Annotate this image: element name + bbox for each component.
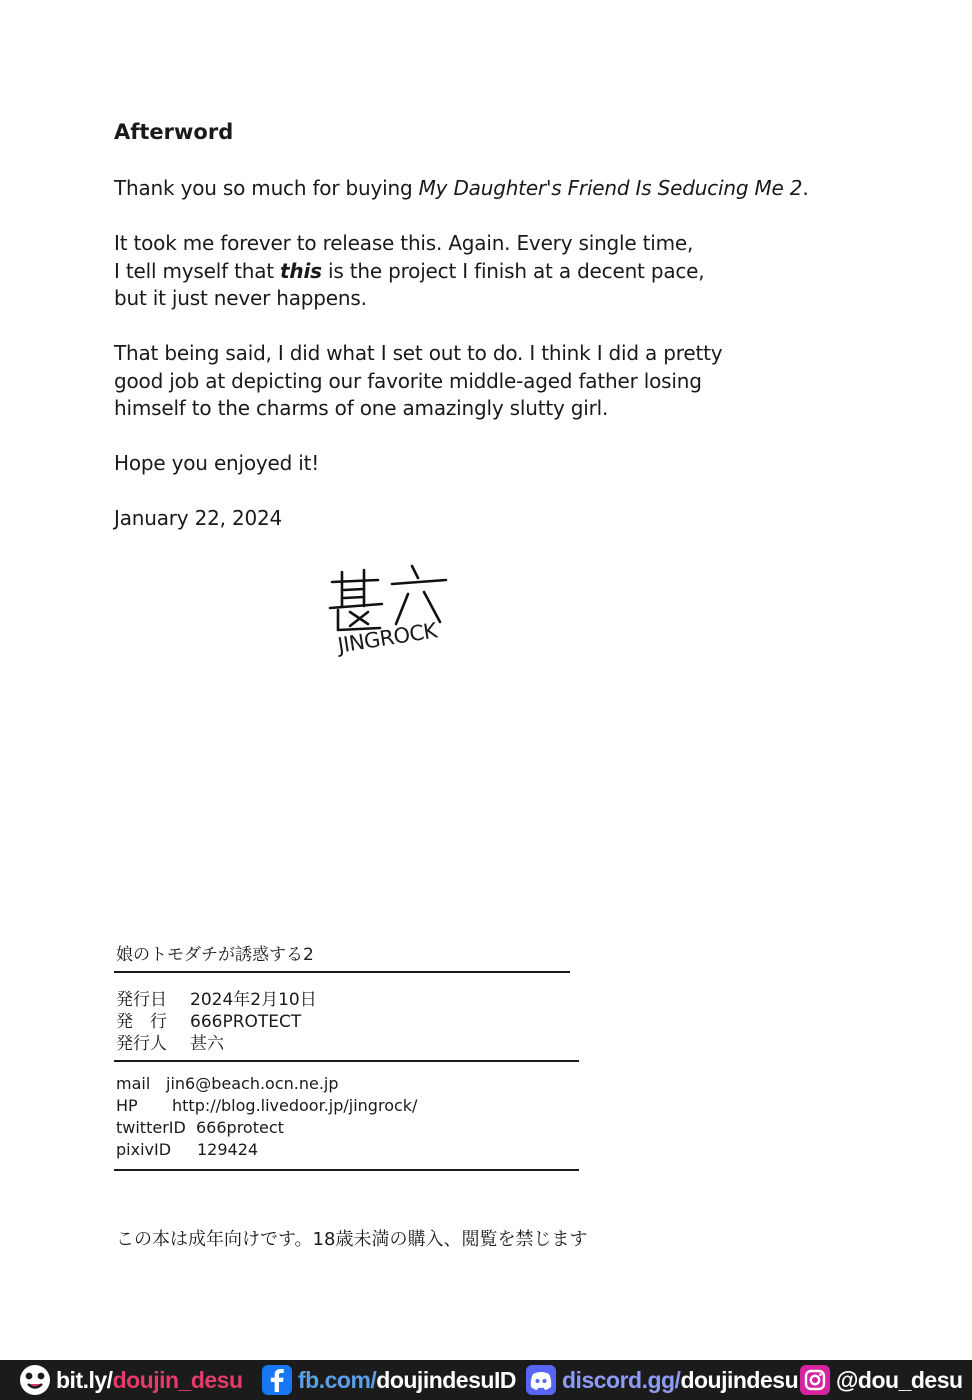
pixiv-label: pixivID <box>116 1140 172 1159</box>
mail-value[interactable]: jin6@beach.ocn.ne.jp <box>166 1074 339 1093</box>
twitter-value: 666protect <box>196 1118 284 1137</box>
book-title: My Daughter's Friend Is Seducing Me 2 <box>418 176 803 200</box>
instagram-handle: @dou_desu <box>836 1366 963 1393</box>
release-line-1: It took me forever to release this. Again. Every single time, <box>114 231 694 255</box>
adult-notice: この本は成年向けです。18歳未満の購入、閲覧を禁じます <box>116 1229 588 1250</box>
release-paragraph <box>114 230 704 313</box>
facebook-link[interactable] <box>262 1363 516 1397</box>
twitter-row <box>116 1118 284 1137</box>
release-line-2-pre: I tell myself that <box>114 258 281 283</box>
release-date-label: 発行日 <box>116 990 167 1010</box>
issuer-value: 甚六 <box>190 1034 224 1054</box>
discord-icon <box>526 1365 556 1395</box>
thanks-prefix: Thank you so much for buying <box>114 176 419 200</box>
pixiv-row <box>116 1140 258 1159</box>
discord-text <box>562 1367 798 1394</box>
afterword-heading: Afterword <box>114 120 234 144</box>
release-date-value: 2024年2月10日 <box>190 990 317 1010</box>
closing-line: Hope you enjoyed it! <box>114 451 320 475</box>
summary-line-3: himself to the charms of one amazingly slutty girl. <box>114 396 609 420</box>
publisher-value: 666PROTECT <box>190 1012 302 1032</box>
author-signature <box>322 562 472 672</box>
release-line-2 <box>114 258 704 286</box>
signature-name: JINGROCK <box>336 618 439 658</box>
instagram-link[interactable] <box>800 1363 963 1397</box>
colophon-divider-1 <box>114 971 570 973</box>
bitly-prefix: bit.ly/ <box>56 1366 113 1393</box>
mascot-icon <box>20 1365 50 1395</box>
release-line-2-post: is the project I finish at a decent pace, <box>321 258 705 283</box>
facebook-prefix: fb.com/ <box>298 1366 377 1393</box>
summary-paragraph <box>114 340 722 423</box>
afterword-date: January 22, 2024 <box>114 506 283 530</box>
discord-handle: doujindesu <box>680 1366 799 1393</box>
mail-label: mail <box>116 1074 151 1093</box>
twitter-label: twitterID <box>116 1118 186 1137</box>
mail-row <box>116 1074 339 1093</box>
issuer-row <box>116 1029 224 1054</box>
issuer-label: 発行人 <box>116 1034 167 1054</box>
homepage-row <box>116 1096 417 1115</box>
discord-prefix: discord.gg/ <box>562 1366 681 1393</box>
colophon-divider-2 <box>114 1060 579 1062</box>
emphasis-this: this <box>280 258 322 283</box>
publisher-label: 発 行 <box>116 1012 167 1032</box>
discord-link[interactable] <box>526 1363 798 1397</box>
footer-banner <box>0 1360 972 1400</box>
colophon-title: 娘のトモダチが誘惑する2 <box>116 945 314 965</box>
instagram-icon <box>800 1365 830 1395</box>
facebook-handle: doujindesuID <box>376 1366 516 1393</box>
bitly-text <box>56 1367 243 1394</box>
summary-line-2: good job at depicting our favorite middle-aged father losing <box>114 368 702 393</box>
release-line-3: but it just never happens. <box>114 286 367 310</box>
homepage-value[interactable]: http://blog.livedoor.jp/jingrock/ <box>172 1096 418 1115</box>
bitly-handle: doujin_desu <box>112 1366 243 1393</box>
bitly-link[interactable] <box>20 1363 243 1397</box>
facebook-icon <box>262 1365 292 1395</box>
colophon-divider-3 <box>114 1169 579 1171</box>
homepage-label: HP <box>116 1096 138 1115</box>
summary-line-1: That being said, I did what I set out to do. I think I did a pretty <box>114 341 723 365</box>
pixiv-value: 129424 <box>197 1140 259 1159</box>
thanks-suffix: . <box>802 176 809 200</box>
thanks-paragraph <box>114 175 808 203</box>
facebook-text <box>298 1367 516 1394</box>
